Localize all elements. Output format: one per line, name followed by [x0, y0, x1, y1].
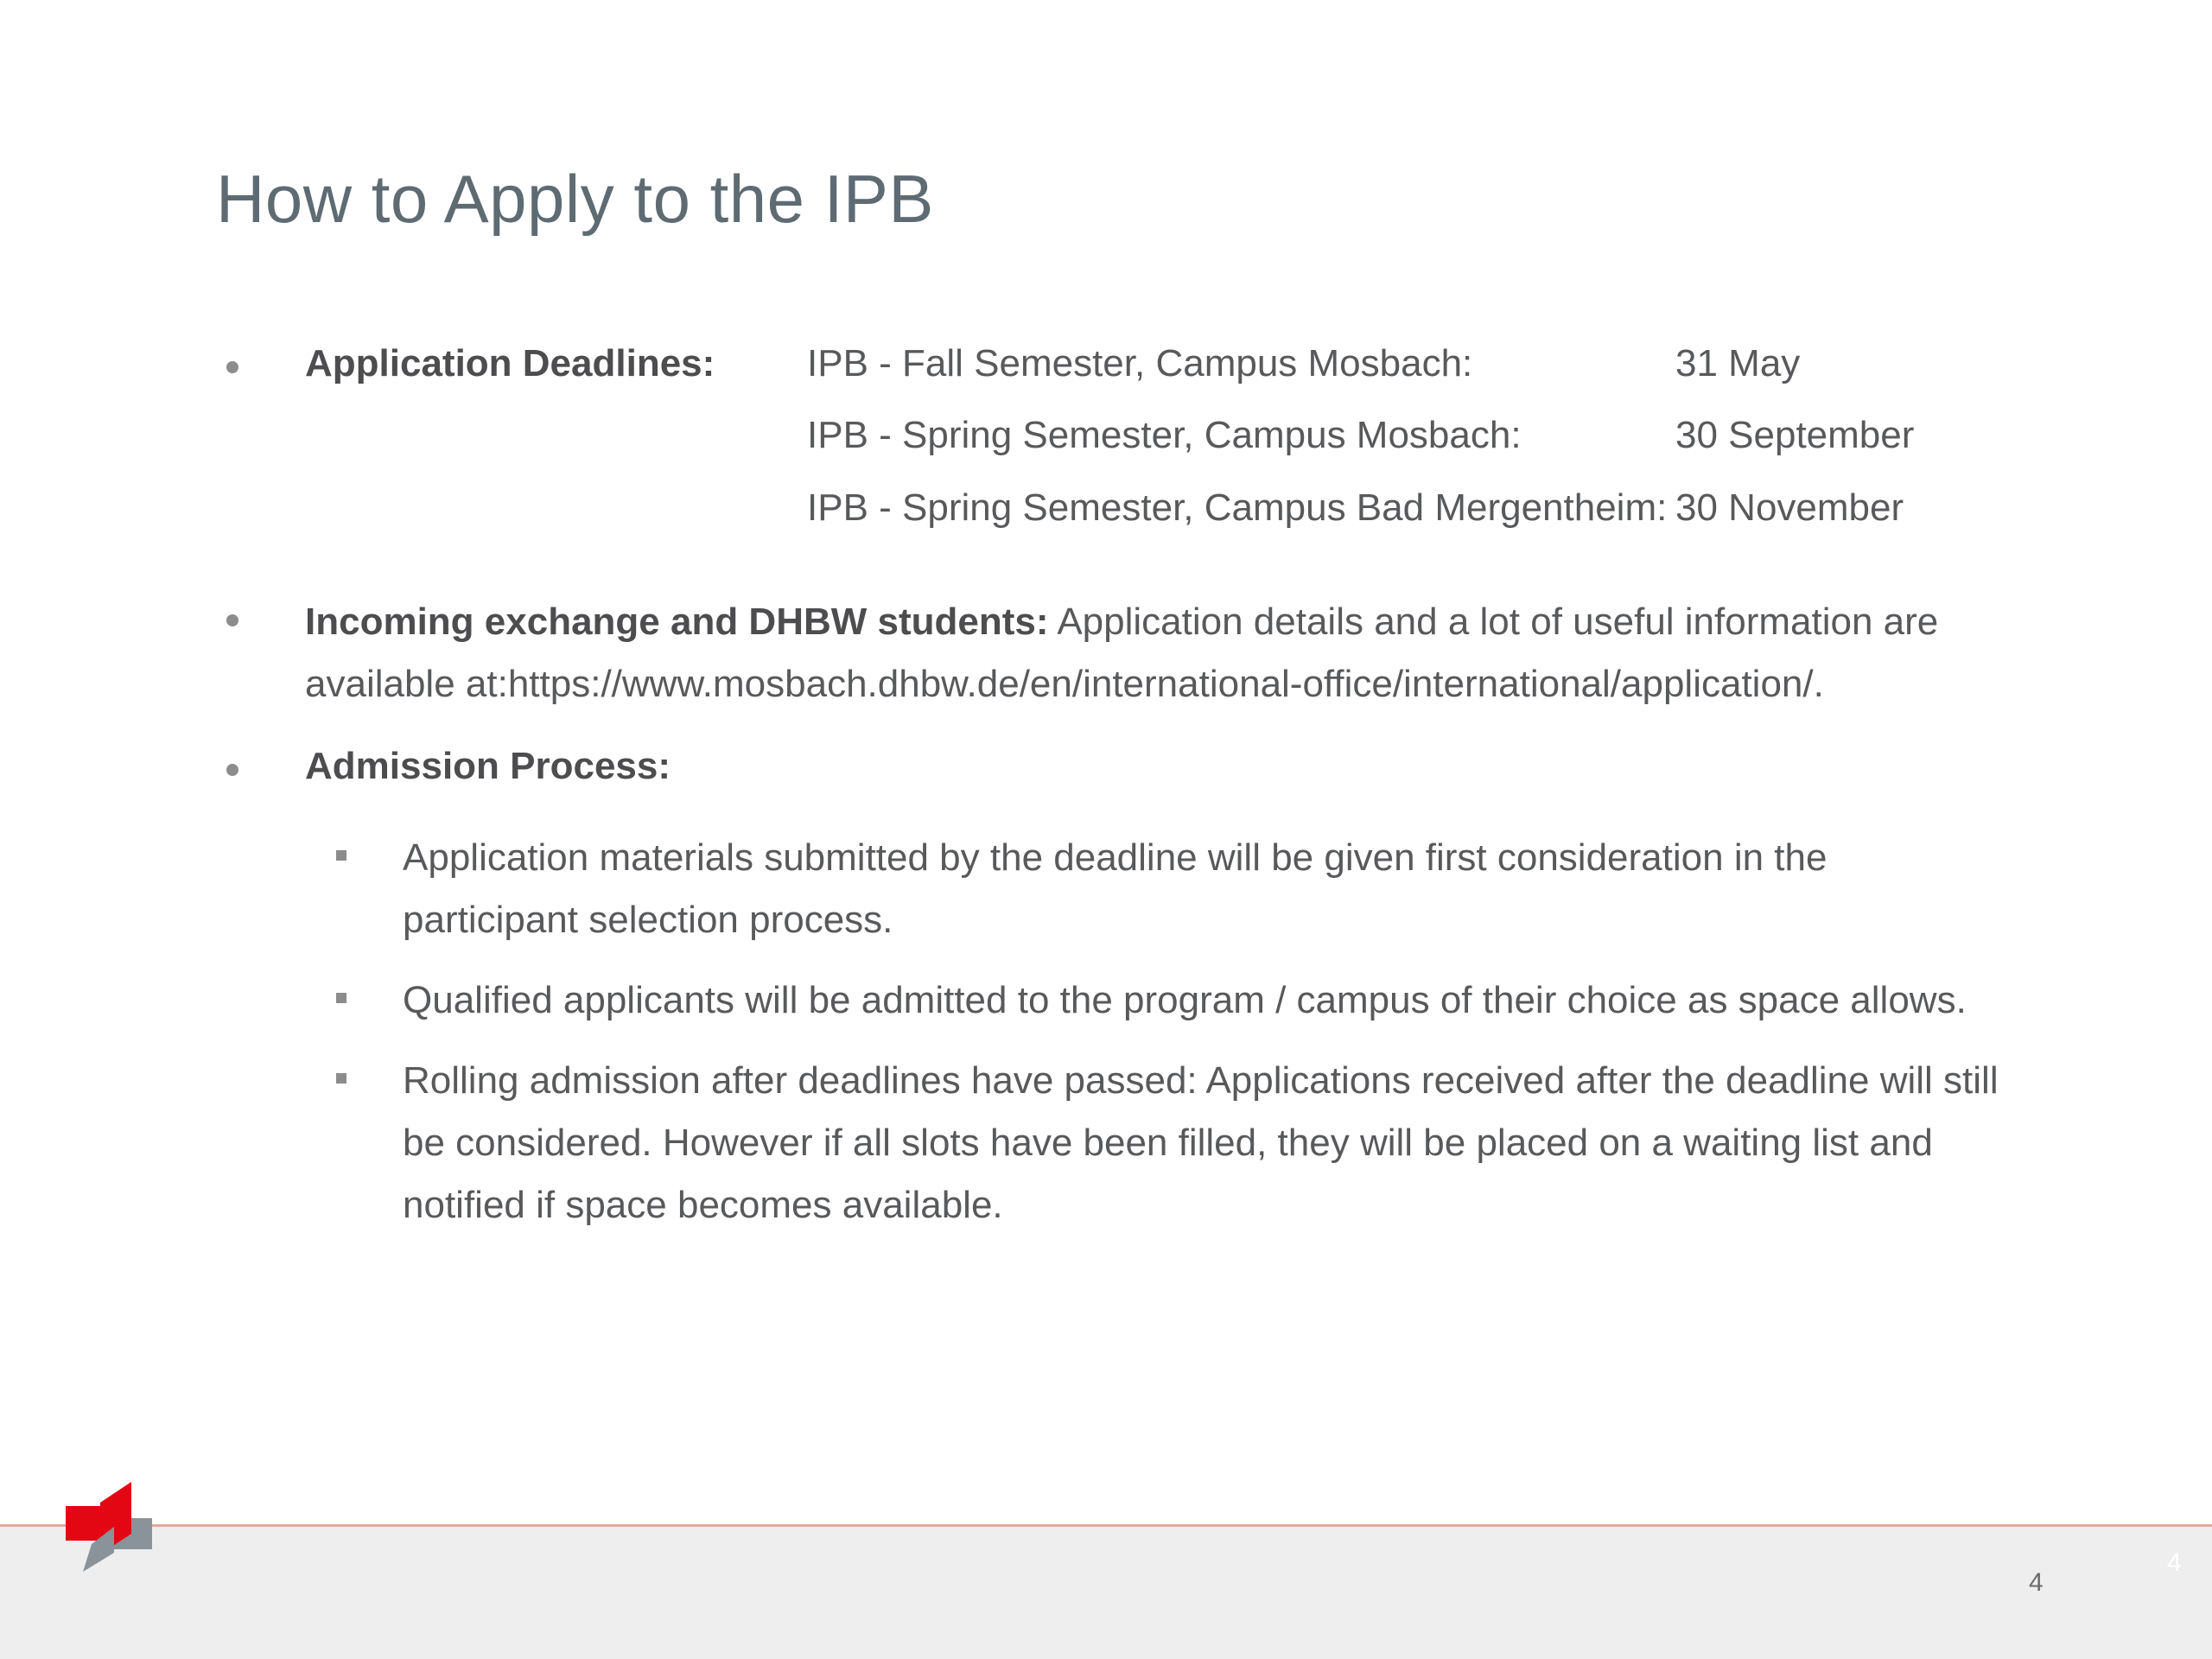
incoming-text-line1: Application details and a lot of useful information are	[1048, 601, 1939, 643]
incoming-label: Incoming exchange and DHBW students:	[305, 601, 1049, 643]
admission-item-line: Rolling admission after deadlines have passed: Applications received after the deadline will still	[403, 1059, 1999, 1102]
admission-item	[403, 827, 1827, 951]
admission-item-line: notified if space becomes available.	[403, 1184, 1003, 1226]
footer-divider	[0, 1524, 2212, 1527]
admission-item	[403, 1050, 1999, 1236]
deadline-name: IPB - Fall Semester, Campus Mosbach:	[807, 342, 1473, 385]
admission-item-line: participant selection process.	[403, 899, 893, 941]
dhbw-logo-icon	[62, 1482, 157, 1573]
page-number: 4	[2029, 1568, 2044, 1597]
page-number-ghost: 4	[2167, 1548, 2182, 1577]
incoming-paragraph	[305, 591, 2076, 715]
incoming-text-line2: available at:https://www.mosbach.dhbw.de/en/international-office/international/application/.	[305, 663, 1824, 705]
bullet-icon	[226, 764, 238, 776]
admission-item-line: Qualified applicants will be admitted to the program / campus of their choice as space allows.	[403, 979, 1967, 1021]
deadline-date: 31 May	[1675, 342, 1801, 385]
admission-item-line: Application materials submitted by the deadline will be given first consideration in the	[403, 836, 1827, 879]
deadlines-label: Application Deadlines:	[305, 342, 715, 385]
square-bullet-icon	[336, 993, 346, 1003]
bullet-icon	[226, 361, 238, 373]
admission-label: Admission Process:	[305, 745, 671, 787]
deadline-name: IPB - Spring Semester, Campus Mosbach:	[807, 414, 1522, 456]
footer-band	[0, 1525, 2212, 1659]
admission-item-line: be considered. However if all slots have been filled, they will be placed on a waiting list and	[403, 1122, 1933, 1164]
square-bullet-icon	[336, 850, 346, 861]
deadline-date: 30 September	[1675, 414, 1915, 456]
deadline-name: IPB - Spring Semester, Campus Bad Mergentheim:	[807, 486, 1668, 529]
bullet-icon	[226, 614, 238, 626]
deadline-date: 30 November	[1675, 486, 1904, 529]
slide-title: How to Apply to the IPB	[216, 161, 934, 237]
square-bullet-icon	[336, 1073, 346, 1084]
admission-item	[403, 969, 1967, 1032]
